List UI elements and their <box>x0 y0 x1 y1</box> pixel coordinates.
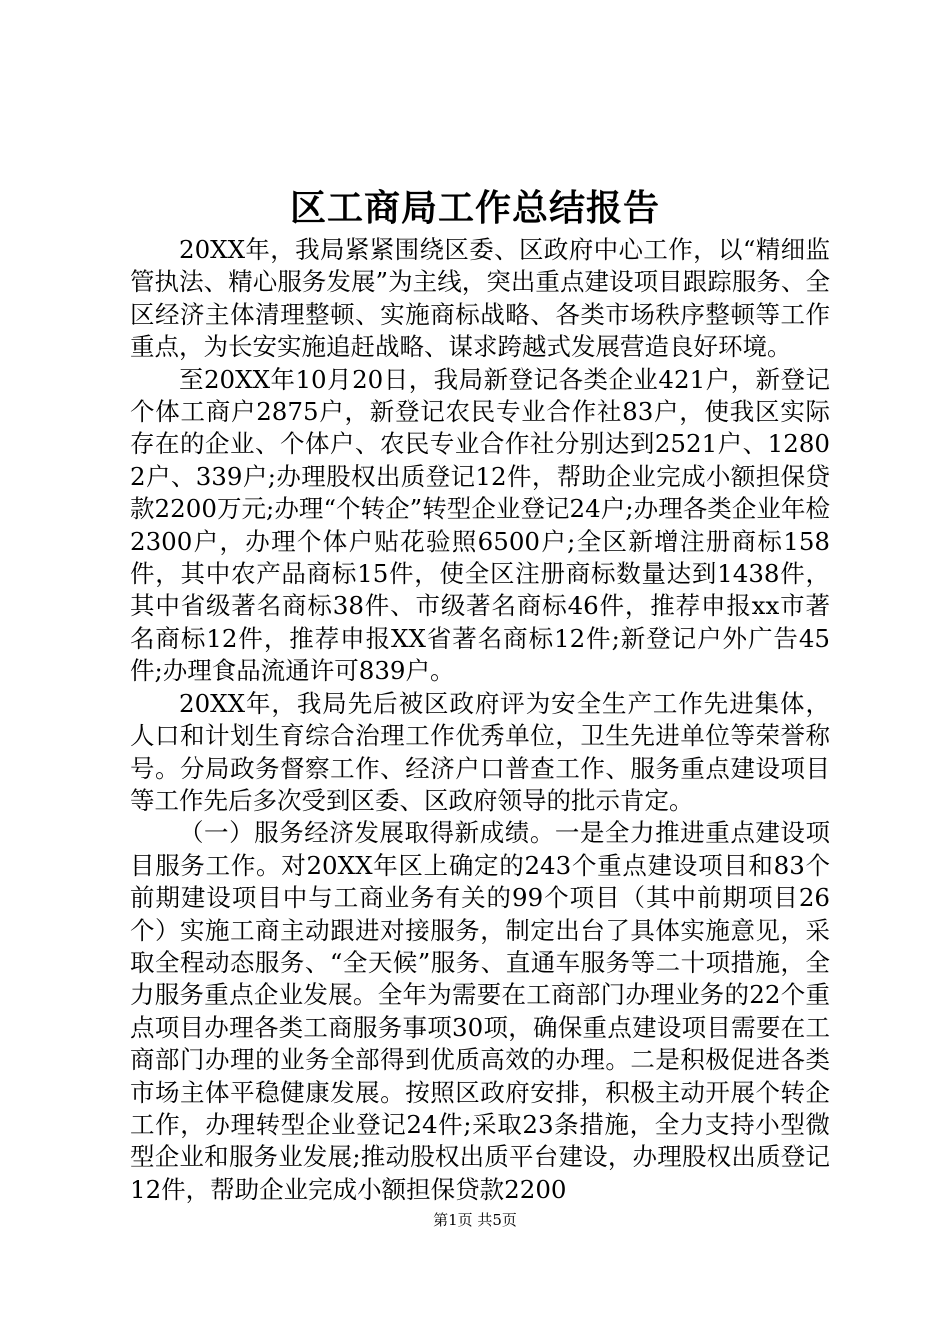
document-body <box>130 234 830 1206</box>
document-title: 区工商局工作总结报告 <box>289 187 660 229</box>
paragraph-honors: 20XX年，我局先后被区政府评为安全生产工作先进集体，人口和计划生育综合治理工作优秀单位，卫生先进单位等荣誉称号。分局政务督察工作、经济户口普查工作、服务重点建设项目等工作先后多次受到区委、区政府领导的批示肯定。 <box>130 688 830 815</box>
paragraph-statistics: 至20XX年10月20日，我局新登记各类企业421户，新登记个体工商户2875户，新登记农民专业合作社83户，使我区实际存在的企业、个体户、农民专业合作社分别达到2521户、12802户、339户;办理股权出质登记12件，帮助企业完成小额担保贷款2200万元;办理“个转企”转型企业登记24户;办理各类企业年检2300户，办理个体户贴花验照6500户;全区新增注册商标158件，其中农产品商标15件，使全区注册商标数量达到1438件，其中省级著名商标38件、市级著名商标46件，推荐申报xx市著名商标12件，推荐申报XX省著名商标12件;新登记户外广告45件;办理食品流通许可839户。 <box>130 364 830 686</box>
page-number-footer: 第1页 共5页 <box>433 1211 517 1229</box>
paragraph-intro: 20XX年，我局紧紧围绕区委、区政府中心工作，以“精细监管执法、精心服务发展”为主线，突出重点建设项目跟踪服务、全区经济主体清理整顿、实施商标战略、各类市场秩序整顿等工作重点，为长安实施追赶战略、谋求跨越式发展营造良好环境。 <box>130 235 830 362</box>
paragraph-section-one: （一）服务经济发展取得新成绩。一是全力推进重点建设项目服务工作。对20XX年区上确定的243个重点建设项目和83个前期建设项目中与工商业务有关的99个项目（其中前期项目26个）实施工商主动跟进对接服务，制定出台了具体实施意见，采取全程动态服务、“全天候”服务、直通车服务等二十项措施，全力服务重点企业发展。全年为需要在工商部门办理业务的22个重点项目办理各类工商服务事项30项，确保重点建设项目需要在工商部门办理的业务全部得到优质高效的办理。二是积极促进各类市场主体平稳健康发展。按照区政府安排，积极主动开展个转企工作，办理转型企业登记24件;采取23条措施，全力支持小型微型企业和服务业发展;推动股权出质平台建设，办理股权出质登记12件，帮助企业完成小额担保贷款2200 <box>130 818 830 1204</box>
